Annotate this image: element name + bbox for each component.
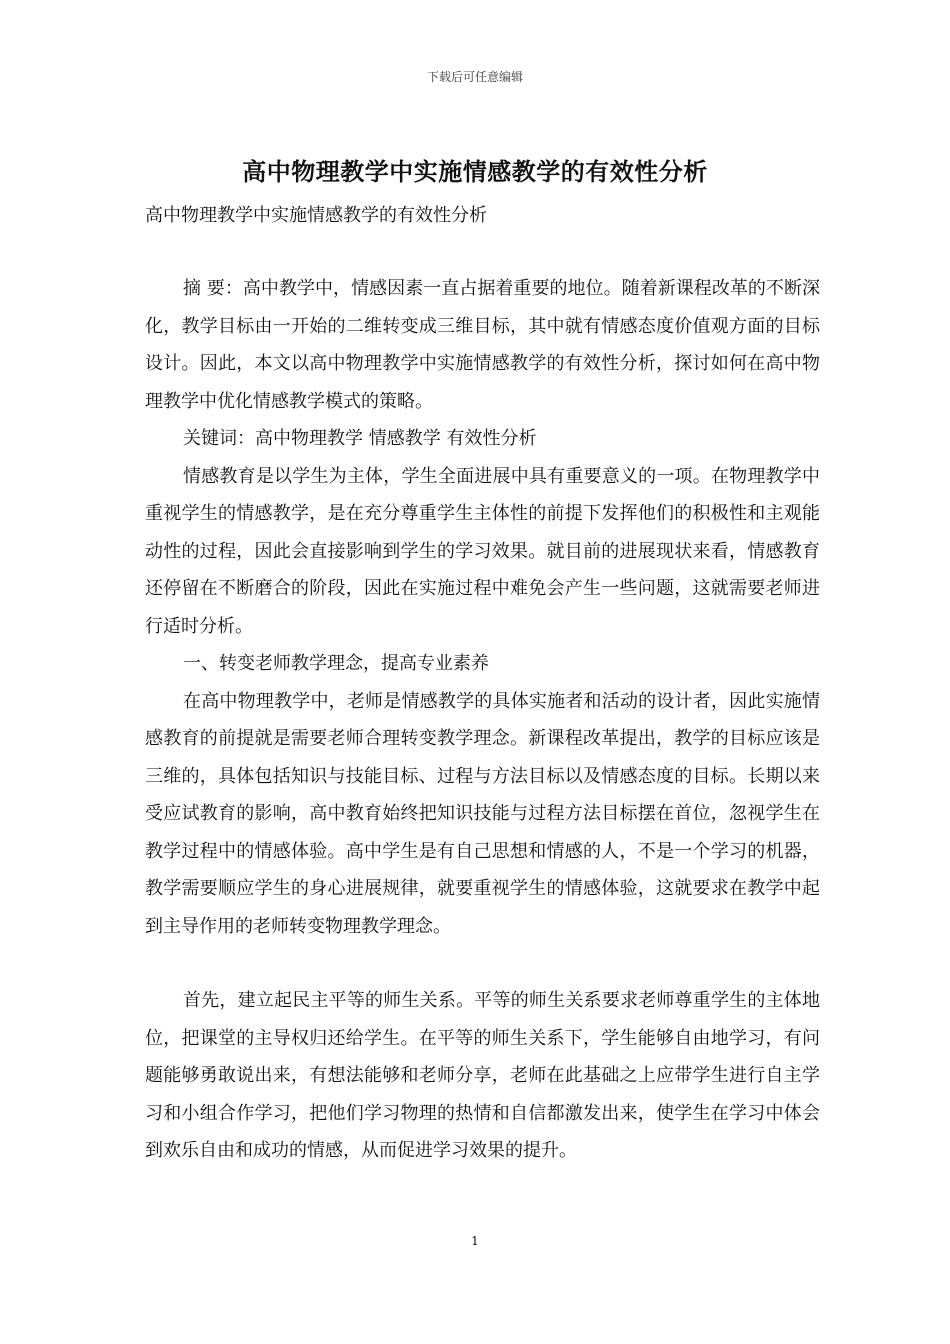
document-body: [145, 270, 820, 1170]
abstract-paragraph: 摘 要：高中教学中，情感因素一直占据着重要的地位。随着新课程改革的不断深化，教学目标由一开始的二维转变成三维目标，其中就有情感态度价值观方面的目标设计。因此，本文以高中物理教学中实施情感教学的有效性分析，探讨如何在高中物理教学中优化情感教学模式的策略。: [145, 278, 820, 412]
section-1-subparagraph: 首先，建立起民主平等的师生关系。平等的师生关系要求老师尊重学生的主体地位，把课堂的主导权归还给学生。在平等的师生关系下，学生能够自由地学习，有问题能够勇敢说出来，有想法能够和老师分享，老师在此基础之上应带学生进行自主学习和小组合作学习，把他们学习物理的热情和自信都激发出来，使学生在学习中体会到欢乐自由和成功的情感，从而促进学习效果的提升。: [145, 990, 820, 1161]
section-heading-1: 一、转变老师教学理念，提高专业素养: [183, 653, 489, 674]
keywords-paragraph: 关键词：高中物理教学 情感教学 有效性分析: [183, 428, 537, 449]
section-1-paragraph: 在高中物理教学中，老师是情感教学的具体实施者和活动的设计者，因此实施情感教育的前提就是需要老师合理转变教学理念。新课程改革提出，教学的目标应该是三维的，具体包括知识与技能目标、过程与方法目标以及情感态度的目标。长期以来受应试教育的影响，高中教育始终把知识技能与过程方法目标摆在首位，忽视学生在教学过程中的情感体验。高中学生是有自己思想和情感的人，不是一个学习的机器，教学需要顺应学生的身心进展规律，就要重视学生的情感体验，这就要求在教学中起到主导作用的老师转变物理教学理念。: [145, 690, 820, 937]
document-subtitle: 高中物理教学中实施情感教学的有效性分析: [145, 205, 487, 226]
page-number: 1: [471, 1234, 479, 1248]
header-note: 下载后可任意编辑: [426, 70, 523, 84]
document-title: 高中物理教学中实施情感教学的有效性分析: [242, 157, 708, 186]
intro-paragraph: 情感教育是以学生为主体，学生全面进展中具有重要意义的一项。在物理教学中重视学生的情感教学，是在充分尊重学生主体性的前提下发挥他们的积极性和主观能动性的过程，因此会直接影响到学生的学习效果。就目前的进展现状来看，情感教育还停留在不断磨合的阶段，因此在实施过程中难免会产生一些问题，这就需要老师进行适时分析。: [145, 465, 820, 637]
